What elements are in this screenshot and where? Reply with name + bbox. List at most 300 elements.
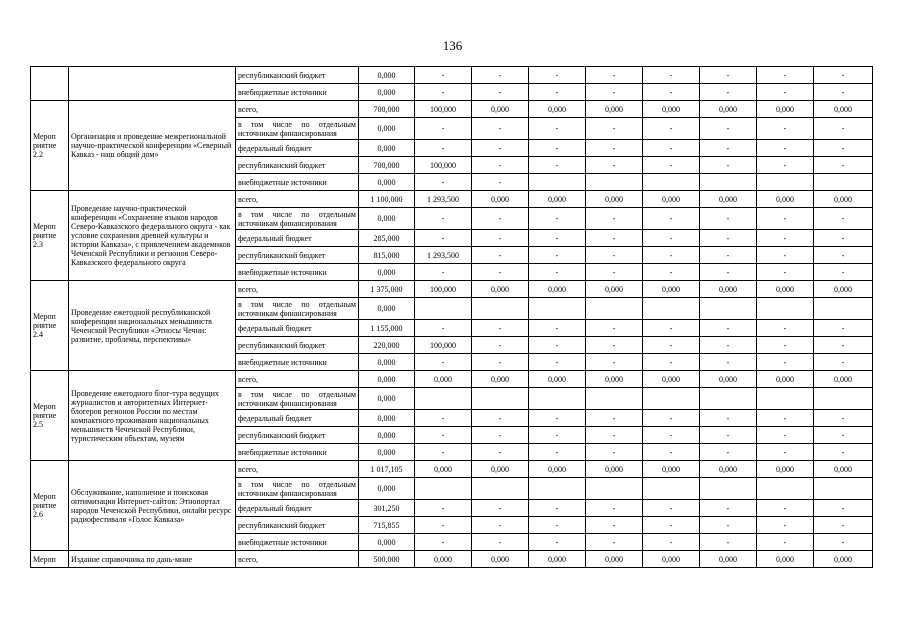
- amount-year-cell: -: [529, 354, 586, 371]
- amount-year-cell: -: [700, 500, 757, 517]
- funding-source: республиканский бюджет: [236, 427, 359, 444]
- amount-year-cell: 100,000: [415, 281, 472, 298]
- amount-year-cell: -: [586, 320, 643, 337]
- measure-code: Мероп: [31, 551, 69, 568]
- amount-total-cell: 0,000: [359, 174, 415, 191]
- amount-year-cell: [814, 478, 873, 500]
- amount-year-cell: -: [586, 534, 643, 551]
- amount-year-cell: -: [757, 410, 814, 427]
- measure-code: Мероп риятие 2.5: [31, 371, 69, 461]
- amount-year-cell: -: [643, 337, 700, 354]
- table-row: [31, 461, 873, 478]
- amount-year-cell: 0,000: [529, 191, 586, 208]
- amount-year-cell: -: [643, 320, 700, 337]
- amount-year-cell: -: [643, 264, 700, 281]
- amount-year-cell: -: [757, 84, 814, 101]
- amount-year-cell: -: [415, 410, 472, 427]
- amount-year-cell: -: [700, 517, 757, 534]
- amount-year-cell: 1 293,500: [415, 247, 472, 264]
- amount-year-cell: -: [643, 67, 700, 84]
- measure-code: Мероп риятие 2.4: [31, 281, 69, 371]
- amount-year-cell: -: [472, 354, 529, 371]
- amount-total-cell: 0,000: [359, 67, 415, 84]
- funding-source: внебюджетные источники: [236, 534, 359, 551]
- amount-year-cell: -: [814, 157, 873, 174]
- amount-year-cell: -: [757, 444, 814, 461]
- amount-year-cell: -: [643, 427, 700, 444]
- amount-year-cell: -: [529, 410, 586, 427]
- amount-year-cell: -: [643, 84, 700, 101]
- amount-year-cell: -: [700, 247, 757, 264]
- amount-total-cell: 1 375,000: [359, 281, 415, 298]
- funding-source: внебюджетные источники: [236, 264, 359, 281]
- measure-name: [69, 67, 236, 101]
- amount-total-cell: 0,000: [359, 140, 415, 157]
- amount-year-cell: 0,000: [586, 191, 643, 208]
- amount-year-cell: -: [700, 354, 757, 371]
- amount-year-cell: -: [472, 118, 529, 140]
- amount-year-cell: [472, 298, 529, 320]
- amount-year-cell: -: [529, 208, 586, 230]
- amount-year-cell: 1 293,500: [415, 191, 472, 208]
- amount-year-cell: -: [415, 534, 472, 551]
- amount-year-cell: -: [472, 517, 529, 534]
- measure-code: Мероп риятие 2.2: [31, 101, 69, 191]
- amount-year-cell: 0,000: [643, 101, 700, 118]
- amount-total-cell: 0,000: [359, 410, 415, 427]
- amount-year-cell: -: [415, 354, 472, 371]
- amount-year-cell: -: [757, 230, 814, 247]
- amount-year-cell: -: [586, 247, 643, 264]
- amount-year-cell: -: [472, 157, 529, 174]
- amount-year-cell: 0,000: [529, 101, 586, 118]
- page-number: 136: [442, 38, 463, 53]
- funding-source: в том числе по отдельным источникам финансирования: [236, 208, 359, 230]
- amount-total-cell: 700,000: [359, 157, 415, 174]
- amount-year-cell: -: [757, 337, 814, 354]
- amount-year-cell: 100,000: [415, 337, 472, 354]
- amount-year-cell: 0,000: [757, 281, 814, 298]
- amount-year-cell: 0,000: [529, 281, 586, 298]
- amount-year-cell: -: [643, 354, 700, 371]
- amount-year-cell: -: [415, 320, 472, 337]
- table-row: [31, 67, 873, 84]
- amount-year-cell: [643, 298, 700, 320]
- amount-year-cell: -: [529, 517, 586, 534]
- amount-year-cell: -: [586, 337, 643, 354]
- amount-year-cell: -: [700, 67, 757, 84]
- amount-year-cell: -: [700, 84, 757, 101]
- funding-source: всего,: [236, 191, 359, 208]
- amount-year-cell: 0,000: [472, 281, 529, 298]
- amount-year-cell: -: [415, 67, 472, 84]
- amount-year-cell: 0,000: [814, 371, 873, 388]
- amount-total-cell: 0,000: [359, 427, 415, 444]
- amount-year-cell: -: [757, 500, 814, 517]
- amount-year-cell: -: [757, 264, 814, 281]
- amount-total-cell: 0,000: [359, 298, 415, 320]
- amount-year-cell: -: [415, 140, 472, 157]
- amount-year-cell: [643, 174, 700, 191]
- amount-year-cell: [643, 388, 700, 410]
- amount-total-cell: 301,250: [359, 500, 415, 517]
- amount-year-cell: [529, 478, 586, 500]
- amount-total-cell: 0,000: [359, 371, 415, 388]
- amount-year-cell: -: [586, 354, 643, 371]
- amount-year-cell: -: [700, 208, 757, 230]
- amount-year-cell: -: [700, 427, 757, 444]
- amount-year-cell: 100,000: [415, 101, 472, 118]
- amount-year-cell: 0,000: [415, 461, 472, 478]
- funding-source: внебюджетные источники: [236, 174, 359, 191]
- amount-year-cell: -: [814, 410, 873, 427]
- amount-year-cell: -: [757, 247, 814, 264]
- amount-year-cell: -: [643, 534, 700, 551]
- amount-total-cell: 0,000: [359, 118, 415, 140]
- amount-year-cell: -: [700, 140, 757, 157]
- amount-year-cell: -: [586, 208, 643, 230]
- amount-year-cell: -: [586, 118, 643, 140]
- funding-source: республиканский бюджет: [236, 247, 359, 264]
- amount-year-cell: 0,000: [814, 551, 873, 568]
- amount-year-cell: 0,000: [814, 191, 873, 208]
- amount-year-cell: -: [814, 517, 873, 534]
- amount-year-cell: -: [586, 157, 643, 174]
- amount-total-cell: 0,000: [359, 354, 415, 371]
- amount-year-cell: [814, 388, 873, 410]
- amount-year-cell: -: [643, 157, 700, 174]
- amount-year-cell: -: [814, 247, 873, 264]
- funding-source: федеральный бюджет: [236, 500, 359, 517]
- amount-year-cell: 0,000: [814, 101, 873, 118]
- amount-year-cell: -: [472, 427, 529, 444]
- amount-year-cell: -: [814, 427, 873, 444]
- amount-year-cell: -: [529, 264, 586, 281]
- table-row: [31, 101, 873, 118]
- amount-total-cell: 1 155,000: [359, 320, 415, 337]
- amount-year-cell: -: [643, 444, 700, 461]
- amount-year-cell: 0,000: [643, 191, 700, 208]
- amount-year-cell: -: [472, 67, 529, 84]
- amount-year-cell: 0,000: [700, 371, 757, 388]
- amount-year-cell: -: [643, 517, 700, 534]
- amount-year-cell: 0,000: [472, 101, 529, 118]
- amount-total-cell: 220,000: [359, 337, 415, 354]
- amount-total-cell: 0,000: [359, 264, 415, 281]
- amount-total-cell: 285,000: [359, 230, 415, 247]
- measure-name: Проведение научно-практической конференции «Сохранение языков народов Северо-Кавказского федерального округа - как условие сохранения древней культуры и истории Кавказа», с привлечением академиков Чеченской Республики и регионов Северо-Кавказского федерального округа: [69, 191, 236, 281]
- funding-table: [30, 66, 873, 568]
- funding-source: всего,: [236, 461, 359, 478]
- amount-year-cell: 0,000: [529, 461, 586, 478]
- amount-year-cell: 0,000: [586, 551, 643, 568]
- table-row: [31, 281, 873, 298]
- amount-total-cell: 1 100,000: [359, 191, 415, 208]
- amount-year-cell: -: [529, 534, 586, 551]
- measure-name: Издание справочника по дань-мние: [69, 551, 236, 568]
- amount-year-cell: -: [529, 247, 586, 264]
- amount-year-cell: 0,000: [529, 371, 586, 388]
- amount-year-cell: -: [643, 140, 700, 157]
- amount-year-cell: -: [757, 354, 814, 371]
- amount-year-cell: 0,000: [757, 371, 814, 388]
- measure-name: Проведение ежегодного блог-тура ведущих журналистов и авторитетных Интернет-блогеров регионов России по местам компактного проживания национальных меньшинств Чеченской Республики, туристическим объектам, музеям: [69, 371, 236, 461]
- amount-year-cell: -: [472, 337, 529, 354]
- amount-year-cell: -: [529, 67, 586, 84]
- funding-source: в том числе по отдельным источникам финансирования: [236, 388, 359, 410]
- funding-source: федеральный бюджет: [236, 320, 359, 337]
- amount-year-cell: -: [814, 534, 873, 551]
- amount-year-cell: -: [757, 140, 814, 157]
- amount-year-cell: [814, 298, 873, 320]
- amount-year-cell: 0,000: [586, 371, 643, 388]
- amount-year-cell: -: [529, 320, 586, 337]
- amount-year-cell: -: [415, 84, 472, 101]
- amount-year-cell: [529, 388, 586, 410]
- amount-year-cell: -: [643, 500, 700, 517]
- funding-source: федеральный бюджет: [236, 230, 359, 247]
- amount-year-cell: 0,000: [700, 281, 757, 298]
- table-row: [31, 371, 873, 388]
- amount-total-cell: 1 017,105: [359, 461, 415, 478]
- amount-year-cell: -: [586, 517, 643, 534]
- amount-year-cell: 0,000: [757, 551, 814, 568]
- amount-total-cell: 715,855: [359, 517, 415, 534]
- amount-year-cell: -: [586, 444, 643, 461]
- amount-year-cell: 0,000: [643, 551, 700, 568]
- amount-year-cell: -: [643, 208, 700, 230]
- table-row: [31, 551, 873, 568]
- amount-total-cell: 815,000: [359, 247, 415, 264]
- amount-year-cell: -: [700, 320, 757, 337]
- amount-year-cell: [643, 478, 700, 500]
- amount-total-cell: 0,000: [359, 84, 415, 101]
- funding-source: в том числе по отдельным источникам финансирования: [236, 478, 359, 500]
- amount-year-cell: -: [586, 230, 643, 247]
- amount-total-cell: 0,000: [359, 534, 415, 551]
- amount-year-cell: [700, 174, 757, 191]
- amount-year-cell: [586, 478, 643, 500]
- measure-name: Проведение ежегодной республиканской конференции национальных меньшинств Чеченской Республики «Этносы Чечни: развитие, проблемы, перспективы»: [69, 281, 236, 371]
- amount-year-cell: -: [529, 230, 586, 247]
- amount-year-cell: -: [814, 140, 873, 157]
- amount-year-cell: 0,000: [700, 101, 757, 118]
- amount-year-cell: [757, 298, 814, 320]
- funding-source: внебюджетные источники: [236, 354, 359, 371]
- table-row: [31, 191, 873, 208]
- amount-year-cell: -: [415, 264, 472, 281]
- amount-year-cell: -: [586, 140, 643, 157]
- funding-source: всего,: [236, 371, 359, 388]
- amount-year-cell: -: [415, 427, 472, 444]
- amount-year-cell: -: [415, 517, 472, 534]
- amount-year-cell: -: [700, 118, 757, 140]
- amount-year-cell: -: [472, 140, 529, 157]
- amount-year-cell: -: [415, 444, 472, 461]
- amount-year-cell: -: [757, 208, 814, 230]
- amount-year-cell: -: [415, 118, 472, 140]
- amount-year-cell: 0,000: [757, 191, 814, 208]
- amount-year-cell: -: [415, 230, 472, 247]
- amount-year-cell: -: [814, 500, 873, 517]
- amount-year-cell: 0,000: [643, 461, 700, 478]
- amount-total-cell: 500,000: [359, 551, 415, 568]
- amount-year-cell: 0,000: [415, 371, 472, 388]
- funding-source: республиканский бюджет: [236, 517, 359, 534]
- amount-year-cell: -: [757, 534, 814, 551]
- amount-year-cell: [700, 298, 757, 320]
- amount-year-cell: -: [472, 84, 529, 101]
- amount-year-cell: [586, 174, 643, 191]
- funding-source: республиканский бюджет: [236, 157, 359, 174]
- amount-year-cell: -: [814, 444, 873, 461]
- amount-year-cell: -: [814, 208, 873, 230]
- amount-year-cell: -: [472, 230, 529, 247]
- amount-total-cell: 700,000: [359, 101, 415, 118]
- amount-year-cell: 0,000: [643, 371, 700, 388]
- amount-year-cell: -: [415, 500, 472, 517]
- measure-code: [31, 67, 69, 101]
- funding-source: федеральный бюджет: [236, 410, 359, 427]
- amount-year-cell: -: [757, 157, 814, 174]
- amount-year-cell: -: [529, 84, 586, 101]
- amount-year-cell: [472, 478, 529, 500]
- amount-year-cell: [529, 298, 586, 320]
- funding-source: в том числе по отдельным источникам финансирования: [236, 118, 359, 140]
- amount-year-cell: -: [814, 337, 873, 354]
- amount-year-cell: -: [472, 208, 529, 230]
- amount-year-cell: -: [586, 410, 643, 427]
- amount-total-cell: 0,000: [359, 478, 415, 500]
- amount-year-cell: 0,000: [472, 371, 529, 388]
- amount-year-cell: -: [472, 320, 529, 337]
- amount-year-cell: 0,000: [814, 281, 873, 298]
- amount-year-cell: -: [643, 230, 700, 247]
- amount-year-cell: -: [643, 247, 700, 264]
- amount-year-cell: -: [757, 517, 814, 534]
- amount-year-cell: -: [757, 427, 814, 444]
- amount-year-cell: [757, 478, 814, 500]
- amount-year-cell: -: [700, 157, 757, 174]
- amount-year-cell: 0,000: [586, 461, 643, 478]
- amount-year-cell: -: [472, 264, 529, 281]
- amount-year-cell: -: [529, 444, 586, 461]
- amount-year-cell: 0,000: [700, 461, 757, 478]
- amount-year-cell: -: [814, 354, 873, 371]
- amount-year-cell: 0,000: [643, 281, 700, 298]
- amount-year-cell: -: [700, 337, 757, 354]
- amount-year-cell: [415, 478, 472, 500]
- amount-year-cell: -: [700, 230, 757, 247]
- amount-year-cell: 0,000: [529, 551, 586, 568]
- amount-total-cell: 0,000: [359, 208, 415, 230]
- amount-total-cell: 0,000: [359, 444, 415, 461]
- measure-name: Организация и проведение межрегиональной научно-практической конференции «Северный Кавказ - наш общий дом»: [69, 101, 236, 191]
- amount-year-cell: 0,000: [472, 191, 529, 208]
- amount-year-cell: -: [586, 500, 643, 517]
- amount-year-cell: [757, 174, 814, 191]
- amount-year-cell: -: [586, 427, 643, 444]
- amount-year-cell: -: [472, 247, 529, 264]
- amount-year-cell: -: [700, 444, 757, 461]
- amount-year-cell: 0,000: [472, 461, 529, 478]
- funding-source: внебюджетные источники: [236, 84, 359, 101]
- amount-year-cell: 0,000: [700, 551, 757, 568]
- amount-year-cell: -: [643, 410, 700, 427]
- measure-code: Мероп риятие 2.6: [31, 461, 69, 551]
- amount-year-cell: 100,000: [415, 157, 472, 174]
- amount-year-cell: -: [814, 84, 873, 101]
- amount-year-cell: -: [529, 337, 586, 354]
- amount-year-cell: -: [700, 264, 757, 281]
- amount-year-cell: [757, 388, 814, 410]
- amount-year-cell: [700, 388, 757, 410]
- funding-source: в том числе по отдельным источникам финансирования: [236, 298, 359, 320]
- amount-year-cell: 0,000: [586, 101, 643, 118]
- amount-year-cell: [700, 478, 757, 500]
- funding-source: всего,: [236, 101, 359, 118]
- funding-source: всего,: [236, 281, 359, 298]
- funding-source: внебюджетные источники: [236, 444, 359, 461]
- amount-year-cell: -: [757, 67, 814, 84]
- amount-year-cell: -: [472, 500, 529, 517]
- amount-year-cell: -: [472, 444, 529, 461]
- amount-total-cell: 0,000: [359, 388, 415, 410]
- measure-code: Мероп риятие 2.3: [31, 191, 69, 281]
- amount-year-cell: [415, 388, 472, 410]
- amount-year-cell: 0,000: [757, 461, 814, 478]
- amount-year-cell: -: [472, 174, 529, 191]
- amount-year-cell: -: [814, 264, 873, 281]
- amount-year-cell: -: [757, 118, 814, 140]
- amount-year-cell: -: [529, 157, 586, 174]
- funding-source: республиканский бюджет: [236, 67, 359, 84]
- amount-year-cell: -: [586, 67, 643, 84]
- amount-year-cell: [472, 388, 529, 410]
- amount-year-cell: -: [586, 84, 643, 101]
- amount-year-cell: [529, 174, 586, 191]
- amount-year-cell: -: [529, 500, 586, 517]
- amount-year-cell: -: [814, 230, 873, 247]
- amount-year-cell: [415, 298, 472, 320]
- amount-year-cell: -: [472, 534, 529, 551]
- amount-year-cell: 0,000: [415, 551, 472, 568]
- amount-year-cell: -: [814, 320, 873, 337]
- amount-year-cell: [586, 298, 643, 320]
- amount-year-cell: -: [757, 320, 814, 337]
- amount-year-cell: -: [814, 118, 873, 140]
- amount-year-cell: -: [643, 118, 700, 140]
- amount-year-cell: -: [529, 140, 586, 157]
- amount-year-cell: -: [472, 410, 529, 427]
- amount-year-cell: -: [700, 534, 757, 551]
- amount-year-cell: [586, 388, 643, 410]
- funding-source: республиканский бюджет: [236, 337, 359, 354]
- amount-year-cell: 0,000: [700, 191, 757, 208]
- amount-year-cell: 0,000: [814, 461, 873, 478]
- amount-year-cell: -: [529, 427, 586, 444]
- amount-year-cell: 0,000: [757, 101, 814, 118]
- amount-year-cell: -: [415, 174, 472, 191]
- funding-source: федеральный бюджет: [236, 140, 359, 157]
- amount-year-cell: -: [529, 118, 586, 140]
- amount-year-cell: -: [586, 264, 643, 281]
- amount-year-cell: -: [700, 410, 757, 427]
- amount-year-cell: -: [814, 67, 873, 84]
- amount-year-cell: 0,000: [586, 281, 643, 298]
- amount-year-cell: -: [415, 208, 472, 230]
- amount-year-cell: 0,000: [472, 551, 529, 568]
